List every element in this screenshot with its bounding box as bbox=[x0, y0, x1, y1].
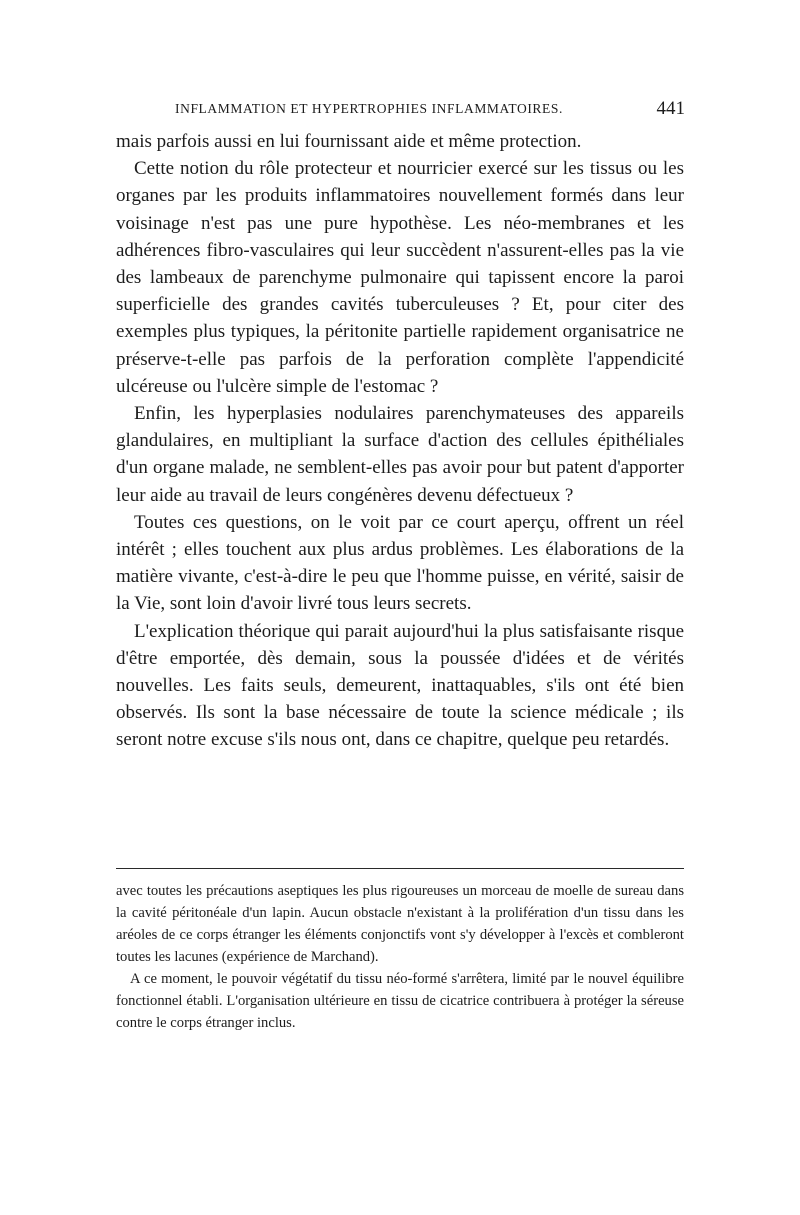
running-head: INFLAMMATION ET HYPERTROPHIES INFLAMMATOIRES. bbox=[175, 101, 563, 116]
footnote-continuation: avec toutes les précautions aseptiques les plus rigoureuses un morceau de moelle de sureau dans la cavité péritonéale d'un lapin. Aucun obstacle n'existant à la prolifération d'un tissu dans les aréoles de ce corps étranger les éléments conjonctifs vont s'y développer à l'excès et combleront toutes les lacunes (expérience de Marchand). bbox=[116, 883, 684, 965]
paragraph-continuation: mais parfois aussi en lui fournissant aide et même protection. bbox=[116, 131, 582, 152]
footnote-divider bbox=[116, 868, 684, 869]
paragraph: Enfin, les hyperplasies nodulaires parenchymateuses des appareils glandulaires, en multipliant la surface d'action des cellules épithéliales d'un organe malade, ne semblent-elles pas avoir pour but patent d'apporter leur aide au travail de leurs congénères devenu défectueux ? bbox=[116, 403, 684, 506]
page-header bbox=[175, 98, 685, 122]
footnotes bbox=[116, 880, 684, 1034]
main-text bbox=[116, 128, 684, 754]
paragraph: Toutes ces questions, on le voit par ce court aperçu, offrent un réel intérêt ; elles touchent aux plus ardus problèmes. Les élaborations de la matière vivante, c'est-à-dire le peu que l'homme puisse, en vérité, saisir de la Vie, sont loin d'avoir livré tous leurs secrets. bbox=[116, 511, 684, 615]
page-number: 441 bbox=[656, 98, 685, 119]
footnote-paragraph: A ce moment, le pouvoir végétatif du tissu néo-formé s'arrêtera, limité par le nouvel équilibre fonctionnel établi. L'organisation ultérieure en tissu de cicatrice contribuera à protéger la séreuse contre le corps étranger inclus. bbox=[116, 971, 684, 1031]
paragraph: L'explication théorique qui parait aujourd'hui la plus satisfaisante risque d'être emportée, dès demain, sous la poussée d'idées et de vérités nouvelles. Les faits seuls, demeurent, inattaquables, s'ils ont été bien observés. Ils sont la base nécessaire de toute la science médicale ; ils seront notre excuse s'ils nous ont, dans ce chapitre, quelque peu retardés. bbox=[116, 620, 684, 751]
paragraph: Cette notion du rôle protecteur et nourricier exercé sur les tissus ou les organes par les produits inflammatoires nouvellement formés dans leur voisinage n'est pas une pure hypothèse. Les néo-membranes et les adhérences fibro-vasculaires qui leur succèdent n'assurent-elles pas la vie des lambeaux de parenchyme pulmonaire qui tapissent encore la paroi superficielle des grandes cavités tuberculeuses ? Et, pour citer des exemples plus typiques, la péritonite partielle rapidement organisatrice ne préserve-t-elle pas parfois de la perforation complète l'appendicité ulcéreuse ou l'ulcère simple de l'estomac ? bbox=[116, 158, 684, 397]
